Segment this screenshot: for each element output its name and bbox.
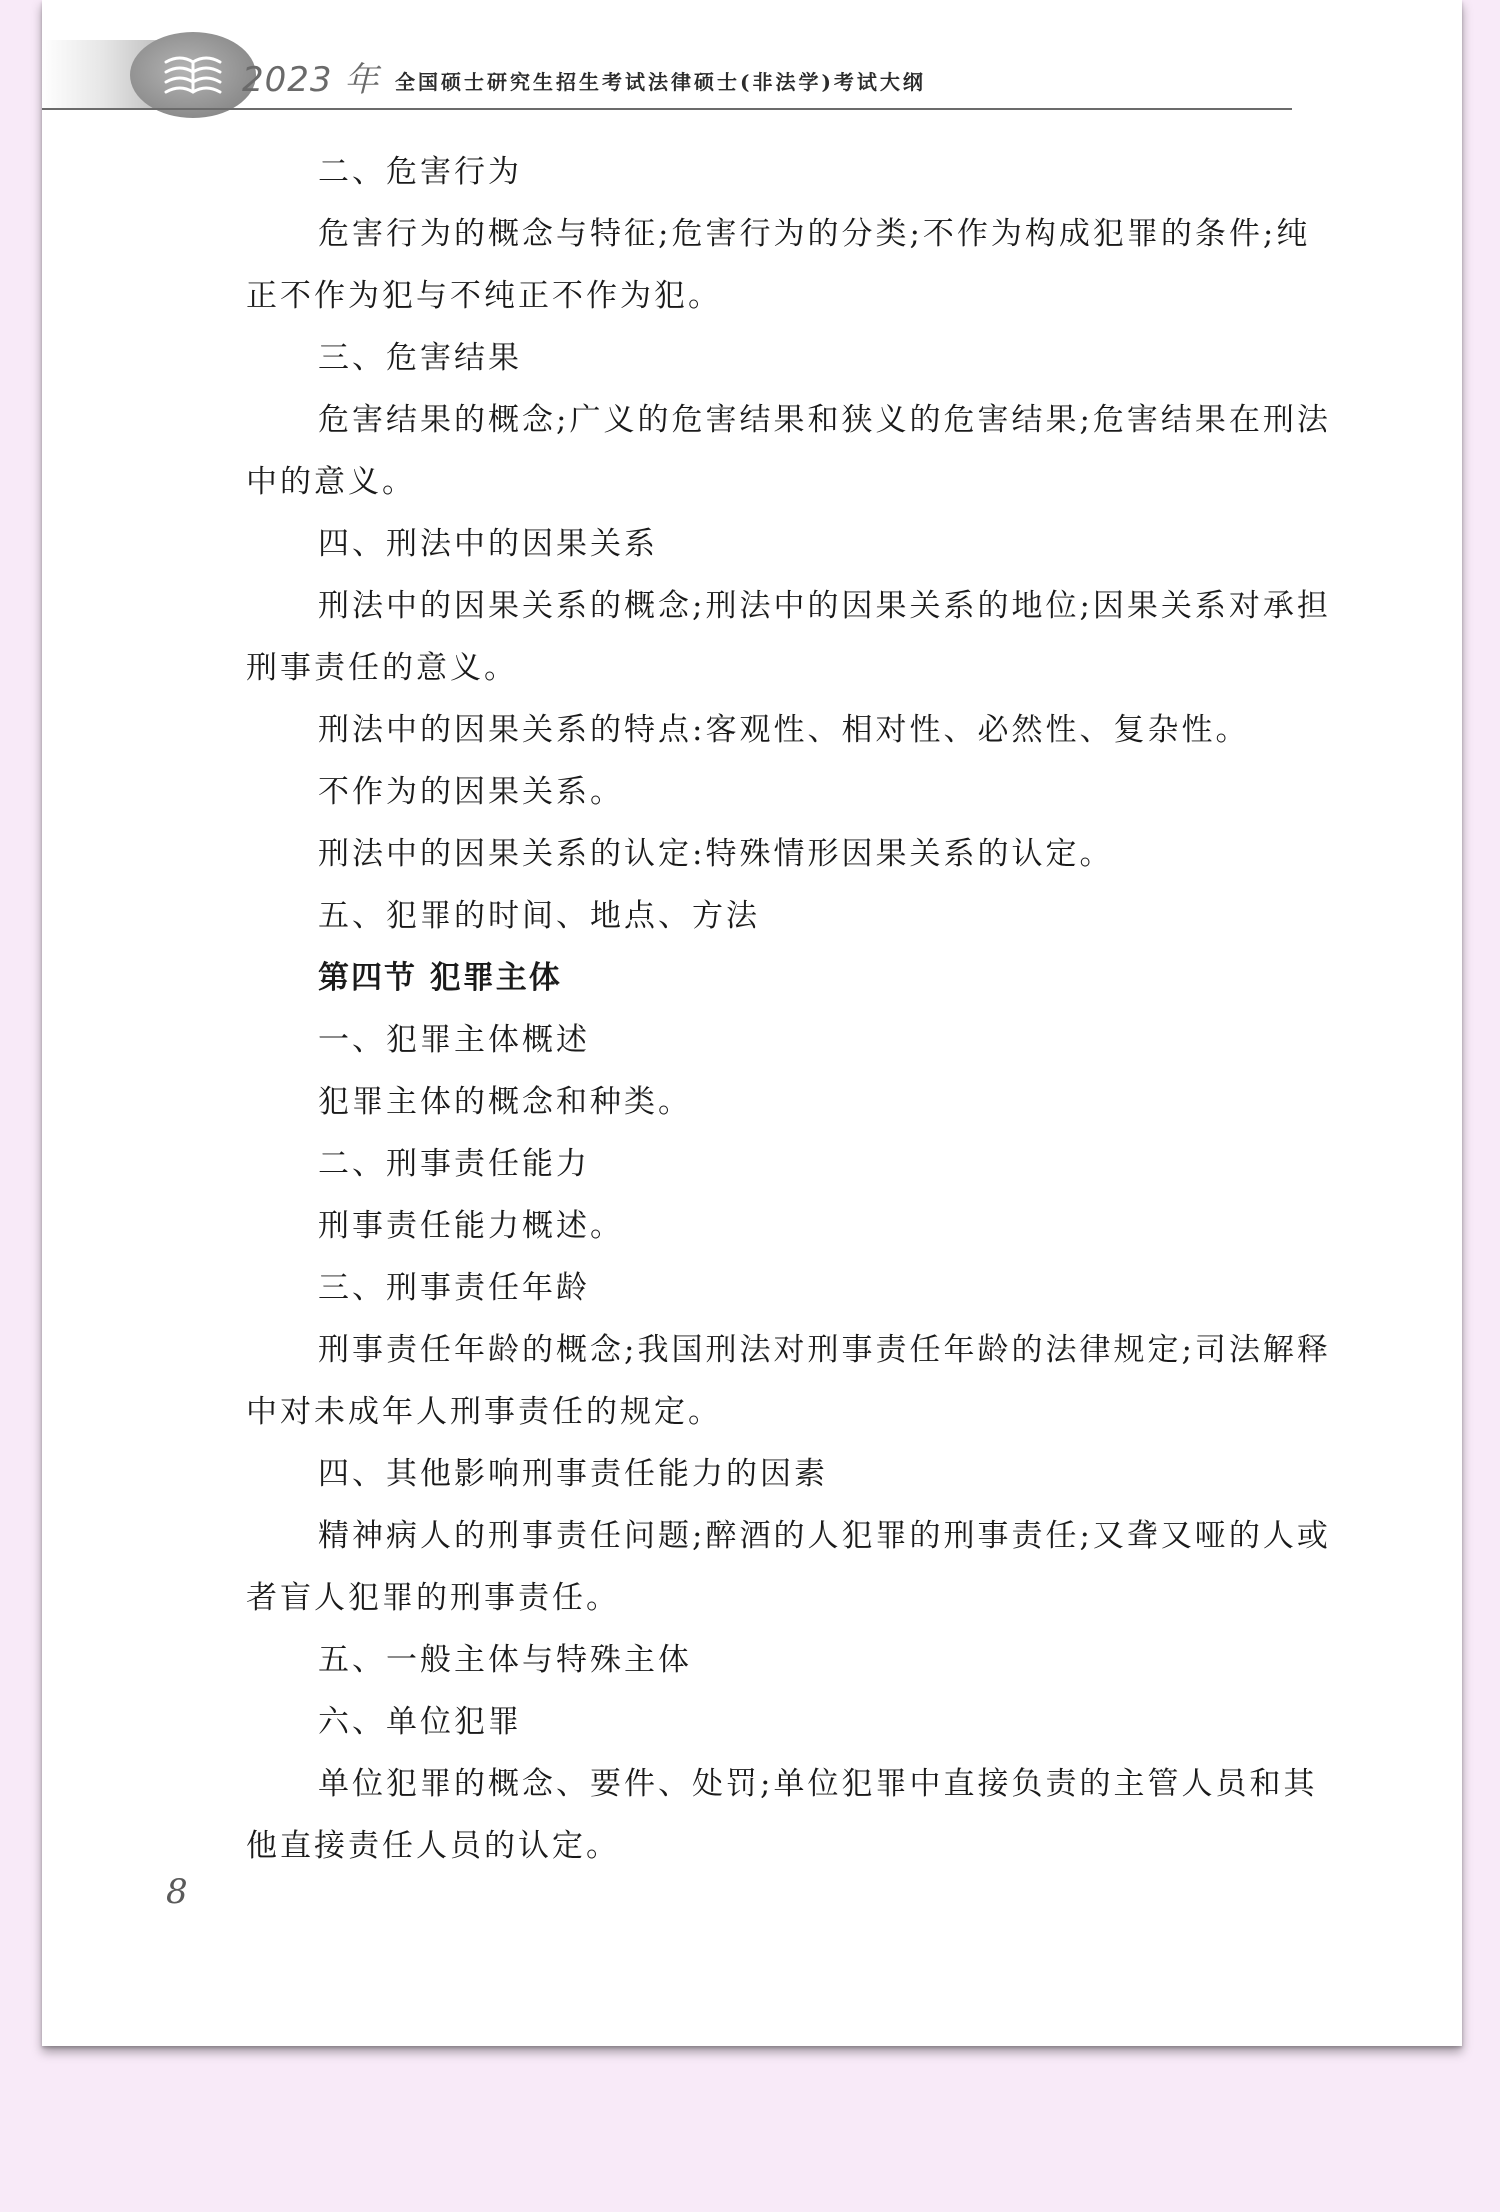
- paragraph: 不作为的因果关系。: [318, 774, 624, 810]
- paragraph: 刑法中的因果关系的概念;刑法中的因果关系的地位;因果关系对承担刑事责任的意义。: [246, 588, 1331, 686]
- header-title: 全国硕士研究生招生考试法律硕士(非法学)考试大纲: [395, 70, 926, 94]
- paragraph: 单位犯罪的概念、要件、处罚;单位犯罪中直接负责的主管人员和其他直接责任人员的认定。: [246, 1766, 1318, 1864]
- page-number: 8: [166, 1872, 188, 1912]
- header-rule: [42, 108, 1292, 110]
- heading-general-special-subject: 五、一般主体与特殊主体: [318, 1642, 692, 1678]
- heading-subject-overview: 一、犯罪主体概述: [318, 1022, 590, 1058]
- heading-causality: 四、刑法中的因果关系: [318, 526, 658, 562]
- heading-unit-crime: 六、单位犯罪: [318, 1704, 522, 1740]
- header-year: 2023 年: [242, 60, 380, 100]
- paragraph: 精神病人的刑事责任问题;醉酒的人犯罪的刑事责任;又聋又哑的人或者盲人犯罪的刑事责任。: [246, 1518, 1331, 1616]
- paragraph: 犯罪主体的概念和种类。: [318, 1084, 692, 1120]
- paragraph: 刑法中的因果关系的认定:特殊情形因果关系的认定。: [318, 836, 1114, 872]
- heading-criminal-capacity: 二、刑事责任能力: [318, 1146, 590, 1182]
- heading-time-place-method: 五、犯罪的时间、地点、方法: [318, 898, 760, 934]
- heading-other-factors: 四、其他影响刑事责任能力的因素: [318, 1456, 828, 1492]
- paragraph: 危害行为的概念与特征;危害行为的分类;不作为构成犯罪的条件;纯正不作为犯与不纯正不作为犯。: [246, 216, 1311, 314]
- paragraph: 刑事责任年龄的概念;我国刑法对刑事责任年龄的法律规定;司法解释中对未成年人刑事责任的规定。: [246, 1332, 1331, 1430]
- book-stack-icon: [130, 32, 256, 118]
- document-page: [42, 0, 1462, 2046]
- paragraph: 刑事责任能力概述。: [318, 1208, 624, 1244]
- section-title: 第四节 犯罪主体: [318, 960, 562, 996]
- paragraph: 刑法中的因果关系的特点:客观性、相对性、必然性、复杂性。: [318, 712, 1250, 748]
- heading-harmful-result: 三、危害结果: [318, 340, 522, 376]
- paragraph: 危害结果的概念;广义的危害结果和狭义的危害结果;危害结果在刑法中的意义。: [246, 402, 1331, 500]
- heading-criminal-age: 三、刑事责任年龄: [318, 1270, 590, 1306]
- heading-harmful-act: 二、危害行为: [318, 154, 522, 190]
- page-content: [246, 141, 1336, 1877]
